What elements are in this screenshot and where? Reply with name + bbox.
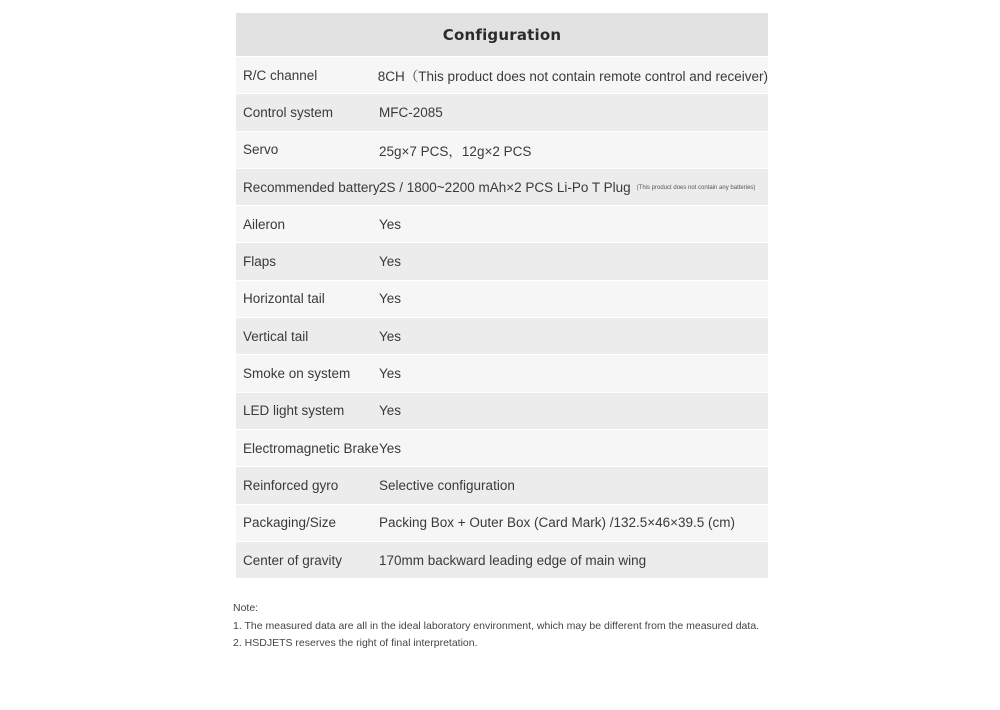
row-label: Horizontal tail <box>243 291 325 307</box>
table-row <box>236 429 768 466</box>
row-label: Electromagnetic Brake <box>243 440 379 456</box>
row-label: Flaps <box>243 254 277 270</box>
row-value: Yes <box>379 440 402 456</box>
row-value: Yes <box>379 216 402 232</box>
table-row <box>236 242 768 279</box>
row-value: 25g×7 PCS，12g×2 PCS <box>379 143 532 159</box>
table-row <box>236 205 768 242</box>
row-value: Yes <box>379 403 402 419</box>
note-item: 2. HSDJETS reserves the right of final interpretation. <box>233 637 478 649</box>
notes-heading: Note: <box>233 602 259 614</box>
table-row <box>236 131 768 168</box>
table-row <box>236 504 768 541</box>
row-value: 8CH（This product does not contain remote control and receiver) <box>377 69 768 85</box>
table-row <box>236 56 768 93</box>
row-value: Yes <box>379 291 402 307</box>
row-value: Selective configuration <box>379 477 515 493</box>
row-label: Smoke on system <box>243 366 351 382</box>
row-label: Aileron <box>243 216 286 232</box>
row-label: Reinforced gyro <box>243 477 339 493</box>
table-row <box>236 168 768 205</box>
configuration-table <box>236 13 768 578</box>
table-row <box>236 354 768 391</box>
row-value <box>379 180 768 195</box>
row-label: R/C channel <box>243 67 318 83</box>
table-row <box>236 280 768 317</box>
row-label: Vertical tail <box>243 328 309 344</box>
row-value: Yes <box>379 328 402 344</box>
table-body <box>236 56 768 578</box>
row-value: Yes <box>379 366 402 382</box>
table-row <box>236 541 768 578</box>
row-value: 170mm backward leading edge of main wing <box>379 552 647 568</box>
table-row <box>236 317 768 354</box>
row-label: Center of gravity <box>243 552 343 568</box>
note-item: 1. The measured data are all in the ideal laboratory environment, which may be different from the measured data. <box>233 619 760 632</box>
notes-section <box>233 600 759 653</box>
row-label: Packaging/Size <box>243 515 337 531</box>
row-label: Servo <box>243 142 279 158</box>
row-label: Recommended battery <box>243 179 380 195</box>
table-row <box>236 392 768 429</box>
table-row <box>236 466 768 503</box>
row-label: Control system <box>243 104 334 120</box>
table-row <box>236 93 768 130</box>
row-value: MFC-2085 <box>379 104 443 120</box>
row-value-text: 2S / 1800~2200 mAh×2 PCS Li-Po T Plug <box>379 179 631 195</box>
row-value: Packing Box + Outer Box (Card Mark) /132.5×46×39.5 (cm) <box>379 515 736 531</box>
row-value: Yes <box>379 254 402 270</box>
battery-note: (This product does not contain any batteries) <box>636 184 756 191</box>
row-label: LED light system <box>243 403 345 419</box>
table-title: Configuration <box>236 13 768 56</box>
